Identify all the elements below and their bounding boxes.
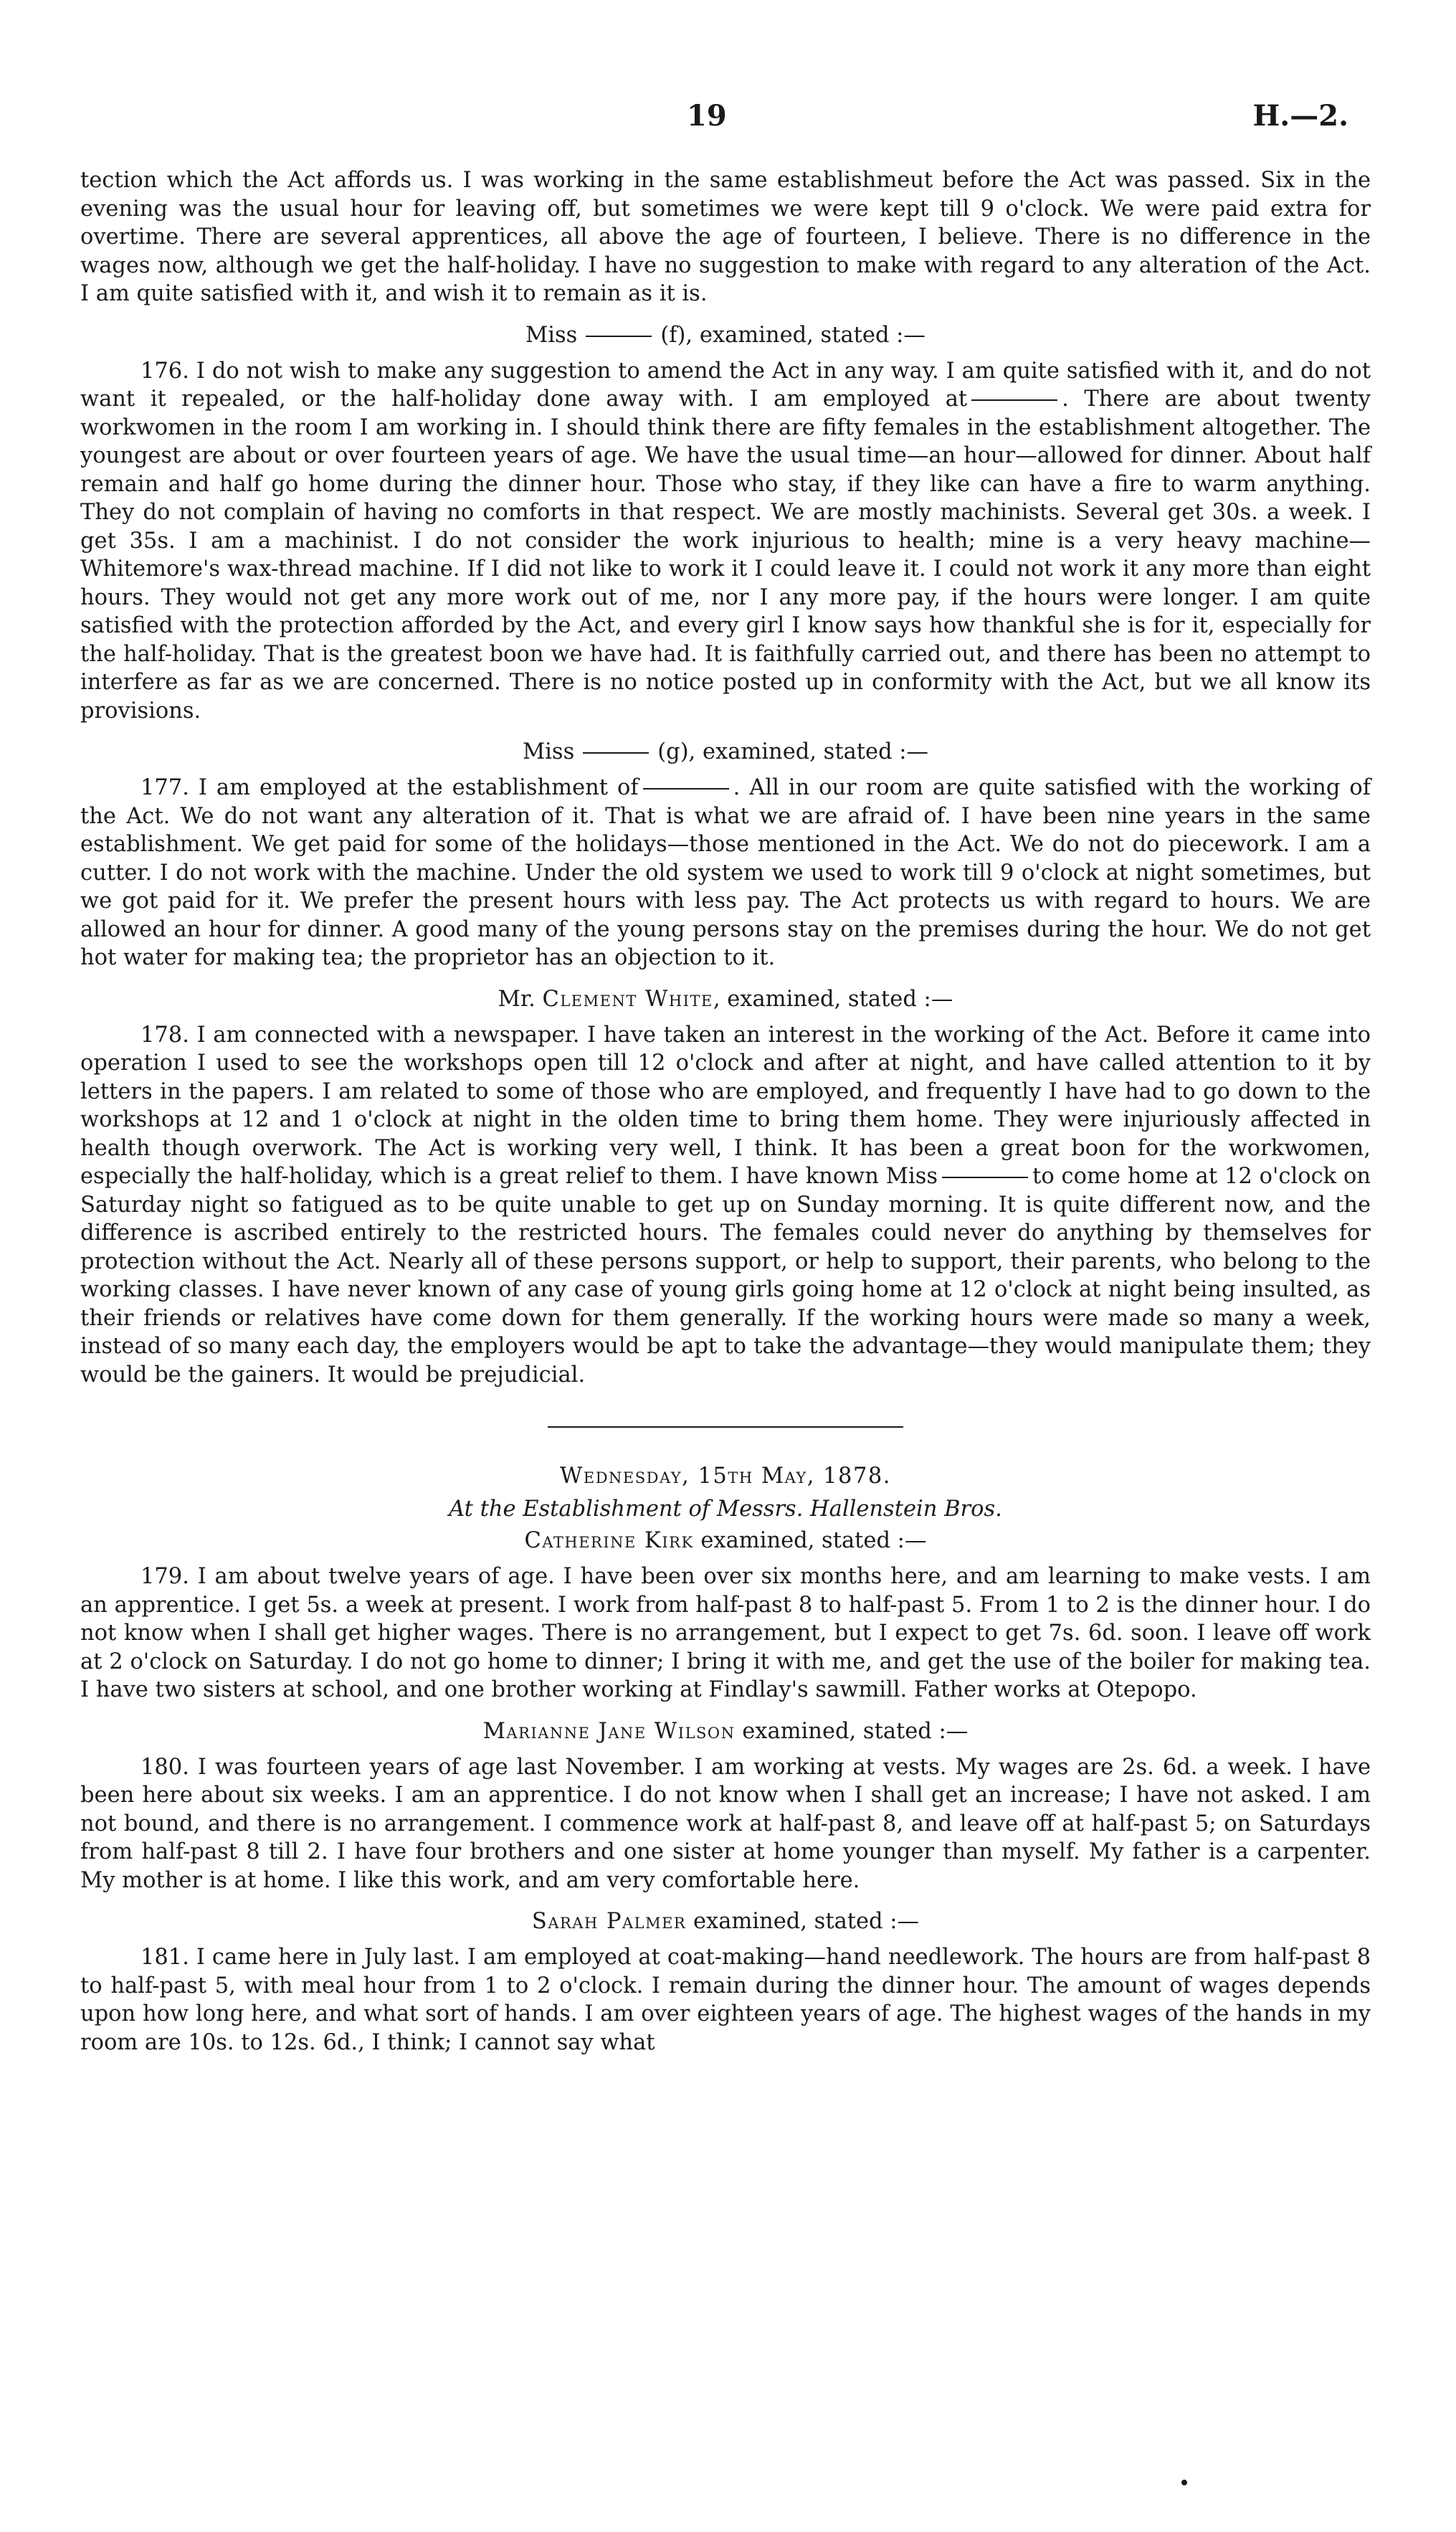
ink-dot — [1181, 2480, 1187, 2485]
continued-paragraph: tection which the Act affords us. I was working in the same establishmeut before the Act was passed. Six in the evening was the usual hour for leaving off, but sometimes we were kept till 9 o'clock. We were paid extra for overtime. There are several apprentices, all above the age of fourteen, I believe. There is no difference in the wages now, although we get the half-holiday. I have no suggestion to make with regard to any alteration of the Act. I am quite satisfied with it, and wish it to remain as it is. — [80, 168, 1371, 306]
witness-heading-sarah-palmer — [80, 1907, 1371, 1936]
witness-suffix: , examined, stated :— — [713, 986, 953, 1012]
name-blank-line — [942, 1177, 1028, 1178]
paragraph-176-part-a: 176. I do not wish to make any suggestion to amend the Act in any way. I am quite satisfied with it, and do not want it repealed, or the half-holiday done away with. I am employed at — [80, 358, 1371, 412]
witness-title: Miss — [522, 739, 575, 764]
paragraph-178-part-a: 178. I am connected with a newspaper. I have taken an interest in the working of the Act. Before it came into operation I used to see the workshops open till 12 o'clock and after at night, and have called attention to it by letters in the papers. I am related to some of those who are employed, and frequently I have had to go down to the workshops at 12 and 1 o'clock at night in the olden time to bring them home. They were injuriously affected in health though overwork. The Act is working very well, I think. It has been a great boon for the workwomen, especially the half-holiday, which is a great relief to them. I have known Miss — [80, 1022, 1371, 1189]
witness-name: Sarah Palmer — [531, 1909, 687, 1934]
witness-heading-f — [80, 321, 1371, 350]
paragraph-176 — [80, 357, 1371, 726]
witness-title: Mr. — [498, 986, 536, 1012]
witness-name: Marianne Jane Wilson — [482, 1718, 736, 1744]
witness-heading-catherine-kirk — [80, 1527, 1371, 1555]
name-blank-line — [583, 752, 649, 754]
document-reference: H.—2. — [1252, 99, 1348, 133]
paragraph-178-part-b: to come home at 12 o'clock on Saturday night so fatigued as to be quite unable to get up on Sunday morning. It is quite different now, and the difference is ascribed entirely to the restricted hours. The females could never do anything by themselves for protection without the Act. Nearly all of these persons support, or help to support, their parents, who belong to the working classes. I have never known of any case of young girls going home at 12 o'clock at night being insulted, as their friends or relatives have come down for them generally. If the working hours were made so many a week, instead of so many each day, the employers would be apt to take the advantage—they would manipulate them; they would be the gainers. It would be prejudicial. — [80, 1164, 1371, 1388]
paragraph-180: 180. I was fourteen years of age last November. I am working at vests. My wages are 2s. 6d. a week. I have been here about six weeks. I am an apprentice. I do not know when I shall get an increase; I have not asked. I am not bound, and there is no arrangement. I commence work at half-past 8, and leave off at half-past 5; on Saturdays from half-past 8 till 2. I have four brothers and one sister at home younger than myself. My father is a carpenter. My mother is at home. I like this work, and am very comfortable here. — [80, 1754, 1371, 1893]
witness-heading-clement-white — [80, 985, 1371, 1014]
paragraph-177-part-a: 177. I am employed at the establishment of — [141, 775, 639, 800]
page-header — [0, 99, 1456, 142]
employer-blank-line — [971, 399, 1057, 401]
date-heading: Wednesday, 15th May, 1878. — [560, 1464, 891, 1489]
page-number: 19 — [687, 99, 727, 133]
place-heading: At the Establishment of Messrs. Hallenstein Bros. — [449, 1497, 1002, 1522]
witness-title: Miss — [525, 322, 578, 348]
paragraph-177-part-b: . All in our room are quite satisfied with the working of the Act. We do not want any alteration of it. That is what we are afraid of. I have been nine years in the same establishment. We get paid for some of the holidays—those mentioned in the Act. We do not do piecework. I am a cutter. I do not work with the machine. Under the old system we used to work till 9 o'clock at night sometimes, but we got paid for it. We prefer the present hours with less pay. The Act protects us with regard to hours. We are allowed an hour for dinner. A good many of the young persons stay on the premises during the hour. We do not get hot water for making tea; the proprietor has an objection to it. — [80, 775, 1371, 970]
witness-suffix: examined, stated :— — [693, 1528, 927, 1553]
witness-suffix: (g), examined, stated :— — [657, 739, 929, 764]
witness-suffix: (f), examined, stated :— — [660, 322, 926, 348]
paragraph-179: 179. I am about twelve years of age. I have been over six months here, and am learning to make vests. I am an apprentice. I get 5s. a week at present. I work from half-past 8 to half-past 5. From 1 to 2 is the dinner hour. I do not know when I shall get higher wages. There is no arrangement, but I expect to get 7s. 6d. soon. I leave off work at 2 o'clock on Saturday. I do not go home to dinner; I bring it with me, and get the use of the boiler for making tea. I have two sisters at school, and one brother working at Findlay's sawmill. Father works at Otepopo. — [80, 1564, 1371, 1702]
employer-blank-line — [643, 788, 729, 790]
witness-suffix: examined, stated :— — [735, 1718, 969, 1744]
witness-name: Catherine Kirk — [524, 1528, 694, 1553]
witness-name: Clement White — [542, 986, 713, 1012]
section-divider — [548, 1426, 903, 1428]
paragraph-178 — [80, 1021, 1371, 1390]
paragraph-176-part-b: . There are about twenty workwomen in the room I am working in. I should think there are fifty females in the establishment altogether. The youngest are about or over fourteen years of age. We have the usual time—an hour—allowed for dinner. About half remain and half go home during the dinner hour. Those who stay, if they like can have a fire to warm anything. They do not complain of having no comforts in that respect. We are mostly machinists. Several get 30s. a week. I get 35s. I am a machinist. I do not consider the work injurious to health; mine is a very heavy machine—Whitemore's wax-thread machine. If I did not like to work it I could leave it. I could not work it any more than eight hours. They would not get any more work out of me, nor I any more pay, if the hours were longer. I am quite satisfied with the protection afforded by the Act, and every girl I know says how thankful she is for it, especially for the half-holiday. That is the greatest boon we have had. It is faithfully carried out, and there has been no attempt to interfere as far as we are concerned. There is no notice posted up in conformity with the Act, but we all know its provisions. — [80, 387, 1371, 724]
page-body — [80, 166, 1371, 2057]
witness-suffix: examined, stated :— — [686, 1909, 920, 1934]
witness-heading-marianne-jane-wilson — [80, 1717, 1371, 1746]
name-blank-line — [586, 336, 652, 337]
witness-heading-g — [80, 738, 1371, 767]
paragraph-181: 181. I came here in July last. I am employed at coat-making—hand needlework. The hours are from half-past 8 to half-past 5, with meal hour from 1 to 2 o'clock. I remain during the dinner hour. The amount of wages depends upon how long here, and what sort of hands. I am over eighteen years of age. The highest wages of the hands in my room are 10s. to 12s. 6d., I think; I cannot say what — [80, 1945, 1371, 2055]
paragraph-177 — [80, 774, 1371, 972]
